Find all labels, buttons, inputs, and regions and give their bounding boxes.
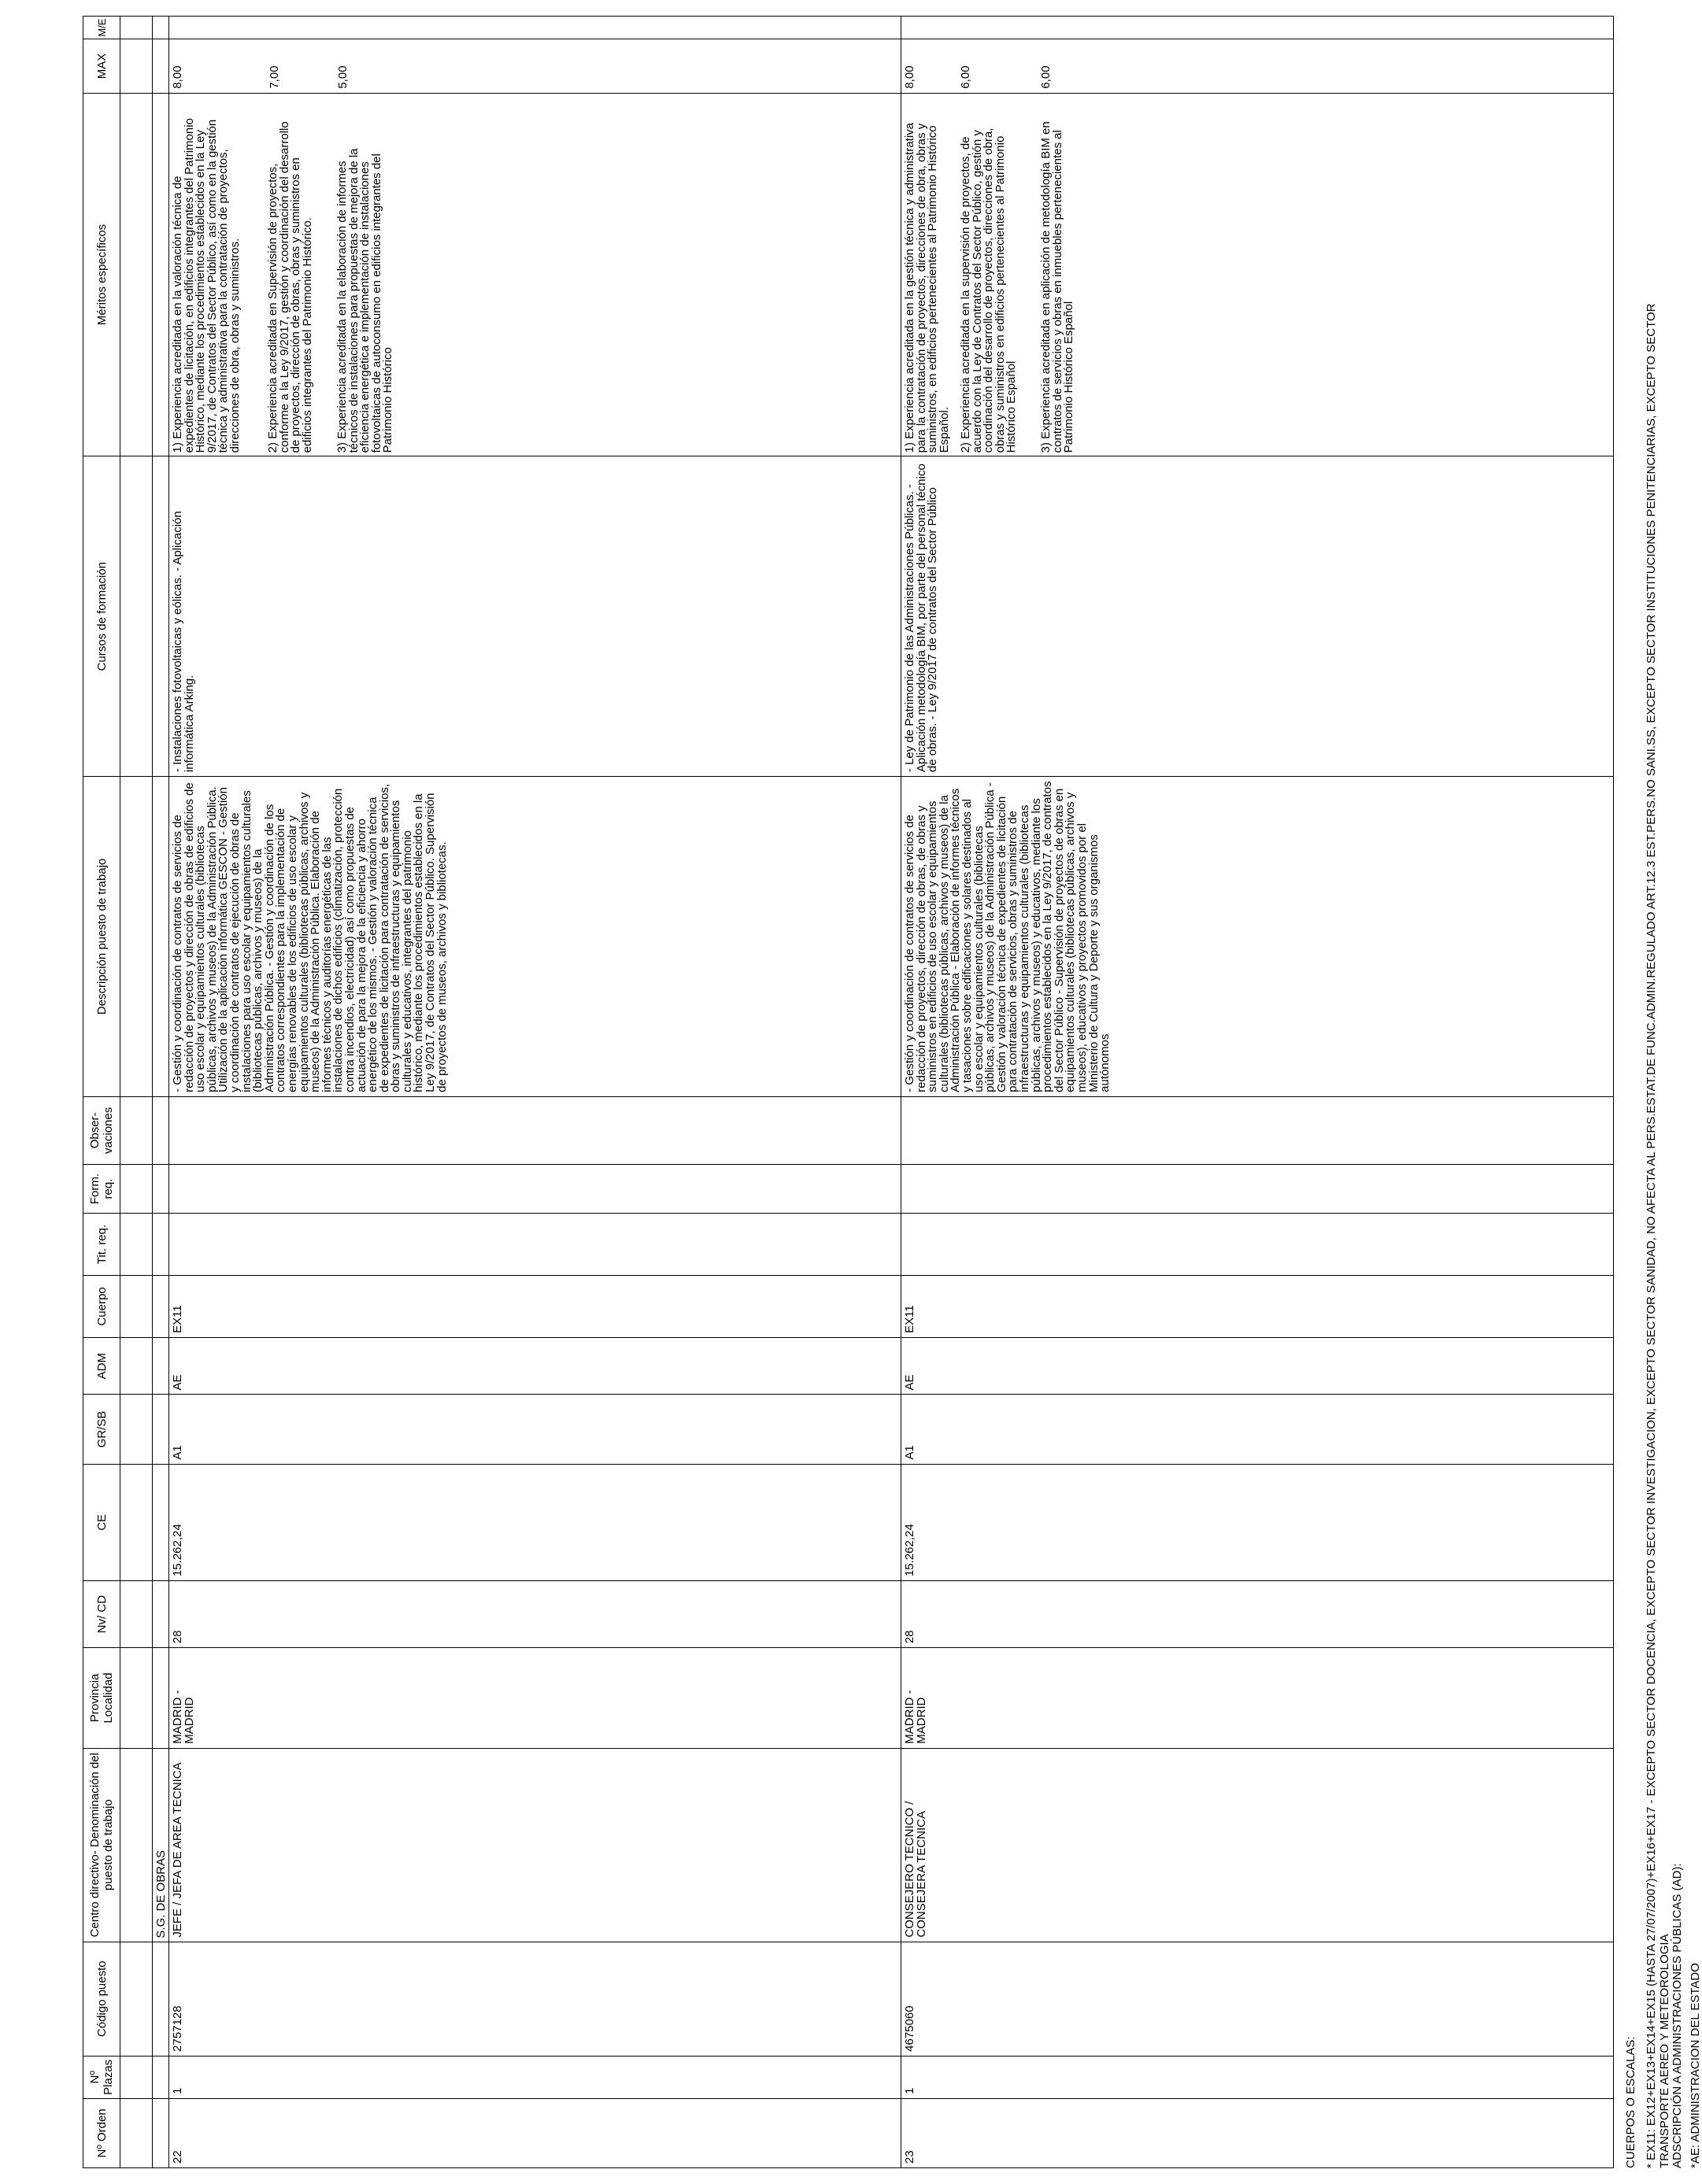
- adscripcion-text: *AE: ADMINISTRACION DEL ESTADO: [1689, 1963, 1702, 2168]
- provincia-cell: MADRID - MADRID: [901, 1648, 1614, 1749]
- obs-cell: [901, 1096, 1614, 1164]
- codigo-cell: 2757128: [169, 1942, 901, 2056]
- header-form: Form. req.: [83, 1164, 120, 1213]
- descripcion-cell: - Gestión y coordinación de contratos de servicios de redacción de proyectos y dirección de obras de edificios de uso escolar y equipamientos culturales (bibliotecas públicas, archivos y museos) de la Administración Pública. Utilización de la aplicación informática GESCON - Gestión y coordinación de contratos de ejecución de obras de instalaciones para uso escolar y equipamientos culturales (bibliotecas públicas, archivos y museos) de la Administración Pública. - Gestión y coordinación de los contratos correspondientes para la implementación de energías renovables de los edificios de uso escolar y equipamientos culturales (bibliotecas públicas, archivos y museos) de la Administración Pública. Elaboración de informes técnicos y auditorías energéticas de las instalaciones de dichos edificios (climatización, protección contra incendios, electricidad) así como propuestas de actuación de para la mejora de la eficiencia y ahorro energético de los mismos. - Gestión y valoración técnica de expedientes de licitación para contratación de servicios, obras y suministros de infraestructuras y equipamientos culturales y educativos, integrantes del patrimonio histórico, mediante los procedimientos establecidos en la Ley 9/2017, de Contratos del Sector Público. Supervisión de proyectos de museos, archivos y bibliotecas.: [169, 777, 901, 1097]
- header-nivel: Nv/ CD: [83, 1581, 120, 1648]
- obs-cell: [169, 1096, 901, 1164]
- cursos-cell: - Ley de Patrimonio de las Administraciones Públicas. - Aplicación metodología BIM, por parte del personal técnico de obras. - Ley 9/2017 de contratos del Sector Público: [901, 456, 1614, 777]
- merito-1: 1) Experiencia acreditada en la valoración técnica de expedientes de licitación, en edificios integrantes del Patrimonio Histórico, mediante los procedimientos establecidos en la Ley 9/2017, de Contratos del Sector Público, así como en la gestión técnica y administrativa para la contratación de proyectos, direcciones de obra, obras y suministros.: [171, 118, 242, 453]
- cursos-cell: - Instalaciones fotovoltaicas y eólicas. - Aplicación informática Arking.: [169, 456, 901, 777]
- form-cell: [169, 1164, 901, 1213]
- section-row: [153, 17, 169, 2168]
- header-cuerpo: Cuerpo: [83, 1276, 120, 1338]
- header-row: [83, 17, 120, 2168]
- max-value-1: 8,00: [903, 65, 916, 89]
- me-cell: [901, 17, 1614, 39]
- ce-cell: 15.262,24: [169, 1464, 901, 1580]
- section-title: S.G. DE OBRAS: [153, 1748, 169, 1942]
- header-me: M/E: [83, 17, 120, 39]
- grupo-cell: A1: [169, 1395, 901, 1464]
- merito-2: 2) Experiencia acreditada en Supervisión de proyectos, conforme a la Ley 9/2017, gestión y coordinación del desarrollo de proyectos, dirección de obras, obras y suministros en edificios integrantes del Patrimonio Histórico.: [266, 121, 314, 453]
- header-adm: ADM: [83, 1337, 120, 1395]
- merito-1: 1) Experiencia acreditada en la gestión técnica y administrativa para la contratación de proyectos, direcciones de obra, obras y suministros, en edificios pertenecientes al Patrimonio Histórico Español.: [903, 122, 951, 453]
- denominacion-cell: CONSEJERO TECNICO / CONSEJERA TECNICA: [901, 1748, 1614, 1942]
- orden-cell: 22: [169, 2098, 901, 2167]
- plazas-cell: 1: [901, 2056, 1614, 2098]
- ce-cell: 15.262,24: [901, 1464, 1614, 1580]
- header-cursos: Cursos de formación: [83, 456, 120, 777]
- max-value-3: 6,00: [1039, 65, 1053, 89]
- cuerpos-text: * EX11: EX12+EX13+EX14+EX15 (HASTA 27/07/2007)+EX16+EX17 - EXCEPTO SECTOR DOCENCIA, EXCEPTO SECTOR INVESTIGACION, EXCEPTO SECTOR SANIDAD, NO AFECTA AL PERS.ESTAT.DE FUNC.ADMIN.REGULADO ART.12.3 EST.PERS.NO SANI.SS, EXCEPTO SECTOR INSTITUCIONES PENITENCIARIAS, EXCEPTO SECTOR TRANSPORTE AEREO Y METEOROLOGIA: [1645, 303, 1671, 2168]
- form-cell: [901, 1164, 1614, 1213]
- orden-cell: 23: [901, 2098, 1614, 2167]
- blank-row: [120, 17, 153, 2168]
- grupo-cell: A1: [901, 1395, 1614, 1464]
- max-cell: [901, 39, 1614, 93]
- header-centro: Centro directivo- Denominación del puesto de trabajo: [83, 1748, 120, 1942]
- descripcion-cell: - Gestión y coordinación de contratos de servicios de redacción de proyectos, dirección de obras, de obras y suministros en edificios de uso escolar y equipamientos culturales (bibliotecas públicas, archivos y museos) de la Administración Pública - Elaboración de informes técnicos y tasaciones sobre edificaciones y solares destinados al uso escolar y equipamientos culturales (bibliotecas públicas, archivos y museos) de la Administración Pública - Gestión y valoración técnica de expedientes de licitación para contratación de servicios, obras y suministros de infraestructuras y equipamientos culturales (bibliotecas públicas, archivos y museos) y educativos, mediante los procedimientos establecidos en la Ley 9/2017, de contratos del Sector Público - Supervisión de proyectos de obras en equipamientos culturales (bibliotecas públicas, archivos y museos), educativos y proyectos promovidos por el Ministerio de Cultura y Deporte y sus organismos autónomos: [901, 777, 1614, 1097]
- header-tit: Tit. req.: [83, 1214, 120, 1276]
- cuerpo-cell: EX11: [901, 1276, 1614, 1338]
- cuerpos-title: CUERPOS O ESCALAS:: [1624, 2036, 1637, 2168]
- merito-2: 2) Experiencia acreditada en la supervisión de proyectos, de acuerdo con la Ley de Contratos del Sector Público, gestión y coordinación del desarrollo de proyectos, direcciones de obra, obras y suministros en edificios pertenecientes al Patrimonio Histórico Español: [959, 127, 1019, 453]
- provincia-cell: MADRID - MADRID: [169, 1648, 901, 1749]
- max-value-2: 7,00: [268, 65, 281, 89]
- max-cell: [169, 39, 901, 93]
- adscripcion-title: ADSCRIPCIÓN A ADMINISTRACIONES PÚBLICAS (AD):: [1671, 1863, 1684, 2168]
- header-meritos: Méritos específicos: [83, 93, 120, 456]
- header-codigo: Código puesto: [83, 1942, 120, 2056]
- nivel-cell: 28: [901, 1581, 1614, 1648]
- table-row: [169, 17, 901, 2168]
- codigo-cell: 4675060: [901, 1942, 1614, 2056]
- merito-3: 3) Experiencia acreditada en aplicación de metodología BIM en contratos de servicios y obras en inmuebles pertenecientes al Patrimonio Histórico Español: [1039, 121, 1076, 453]
- denominacion-cell: JEFE / JEFA DE AREA TECNICA: [169, 1748, 901, 1942]
- adm-cell: AE: [169, 1337, 901, 1395]
- max-value-1: 8,00: [171, 65, 184, 89]
- header-max: MAX: [83, 39, 120, 93]
- header-obs: Obser- vaciones: [83, 1096, 120, 1164]
- header-provincia: Provincia Localidad: [83, 1648, 120, 1749]
- header-descripcion: Descripción puesto de trabajo: [83, 777, 120, 1097]
- vacancy-table: [83, 16, 1614, 2168]
- meritos-cell: [901, 93, 1614, 456]
- header-orden: Nº Orden: [83, 2098, 120, 2167]
- cuerpo-cell: EX11: [169, 1276, 901, 1338]
- tit-cell: [169, 1214, 901, 1276]
- header-grupo: GR/SB: [83, 1395, 120, 1464]
- meritos-cell: [169, 93, 901, 456]
- header-plazas: Nº Plazas: [83, 2056, 120, 2098]
- plazas-cell: 1: [169, 2056, 901, 2098]
- merito-3: 3) Experiencia acreditada en la elaboración de informes técnicos de instalaciones para propuestas de mejora de la eficiencia energética e implementación de instalaciones fotovoltaicas de autoconsumo en edificios integrantes del Patrimonio Histórico: [335, 148, 395, 453]
- adm-cell: AE: [901, 1337, 1614, 1395]
- nivel-cell: 28: [169, 1581, 901, 1648]
- tit-cell: [901, 1214, 1614, 1276]
- header-ce: CE: [83, 1464, 120, 1580]
- me-cell: [169, 17, 901, 39]
- table-row: [901, 17, 1614, 2168]
- max-value-3: 5,00: [336, 65, 350, 89]
- max-value-2: 6,00: [959, 65, 972, 89]
